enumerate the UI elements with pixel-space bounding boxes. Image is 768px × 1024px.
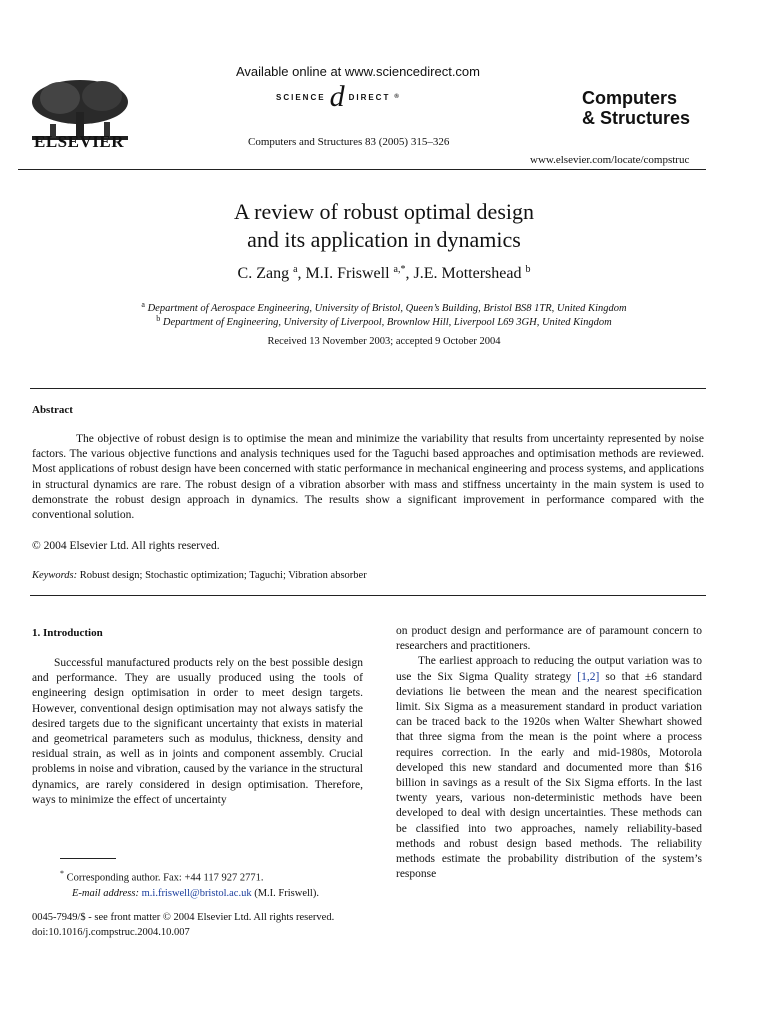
journal-url[interactable]: www.elsevier.com/locate/compstruc bbox=[530, 154, 690, 166]
journal-citation: Computers and Structures 83 (2005) 315–326 bbox=[248, 136, 450, 148]
footnote-mark: * bbox=[60, 869, 64, 878]
received-dates: Received 13 November 2003; accepted 9 October 2004 bbox=[267, 336, 501, 347]
header-rule bbox=[18, 169, 706, 170]
brand-line-2: & Structures bbox=[582, 108, 691, 128]
intro-left-column: Successful manufactured products rely on the best possible design and performance. They are usually produced using the tools of engineering design optimisation in order to meet design targets. However, conventional design optimisation may not always satisfy the desired targets due to the significant uncertainty that exists in material and geometrical parameters such as modulus, thickness, density and residual strain, as well as in joints and component assembly. Crucial problems in noise and vibration, caused by the variance in the structural dynamics, are rarely considered in design optimisation. Therefore, ways to minimize the effect of uncertainty bbox=[32, 657, 363, 806]
author-affil-mark: a,* bbox=[393, 264, 406, 275]
intro-right-column bbox=[396, 624, 702, 882]
affiliation-a bbox=[0, 300, 768, 314]
footnote-line-2 bbox=[60, 886, 380, 901]
affil-text: Department of Aerospace Engineering, University of Bristol, Queen’s Building, Bristol BS8 1TR, United Kingdom bbox=[147, 303, 627, 314]
email-link[interactable]: m.i.friswell@bristol.ac.uk bbox=[141, 887, 252, 899]
keywords-text: Robust design; Stochastic optimization; Taguchi; Vibration absorber bbox=[77, 570, 367, 581]
issn-line: 0045-7949/$ - see front matter © 2004 Elsevier Ltd. All rights reserved. bbox=[32, 912, 335, 923]
sd-left: SCIENCE bbox=[276, 92, 326, 102]
affil-mark: a bbox=[141, 300, 145, 309]
keywords-label: Keywords: bbox=[32, 570, 78, 581]
author-name: C. Zang bbox=[237, 265, 290, 282]
author-affil-mark: b bbox=[525, 264, 531, 275]
author-list bbox=[0, 264, 768, 283]
affil-mark: b bbox=[156, 314, 161, 323]
author-name: J.E. Mottershead bbox=[413, 265, 522, 282]
sciencedirect-logo bbox=[276, 82, 401, 112]
sd-registered-icon: ® bbox=[394, 94, 401, 100]
right-paragraph-1: on product design and performance are of paramount concern to researchers and practitioners. bbox=[396, 625, 702, 653]
author-sep: , bbox=[297, 265, 306, 282]
footnote-line-1 bbox=[60, 866, 380, 886]
doi-line[interactable]: doi:10.1016/j.compstruc.2004.10.007 bbox=[32, 927, 190, 938]
abstract-heading: Abstract bbox=[32, 404, 73, 416]
p2-text-b: so that ±6 standard deviations lie between the mean and the nearest specification limit. Six Sigma as a measurement standard in product variation can be traced back to the 1920s when Walter Shewhart showed that three sigma from the mean is the point where a process requires correction. In the early and mid-1980s, Motorola developed this new standard and documented more than $16 billion in savings as a result of the Six Sigma efforts. In the last twenty years, various non-deterministic methods have been developed to deal with design uncertainties. These methods can be classified into two approaches, namely reliability-based methods and robust design based methods. The reliability methods estimate the probability distribution of the system’s response bbox=[396, 670, 702, 881]
citation-link[interactable]: [1,2] bbox=[577, 670, 600, 683]
affil-text: Department of Engineering, University of Liverpool, Brownlow Hill, Liverpool L69 3GH, United Kingdom bbox=[162, 317, 612, 328]
abstract-body: The objective of robust design is to optimise the mean and minimize the variability that results from uncertainty represented by noise factors. The various objective functions and analysis techniques used for the Taguchi based approaches and optimisation methods are reviewed. Most applications of robust design have been concerned with static performance in mechanical engineering and process systems, and applications in structural dynamics are rare. The robust design of a vibration absorber with mass and stiffness uncertainty in the main system is used to demonstrate the robust design approach in dynamics. The results show a significant improvement in performance compared with the conventional solution. bbox=[32, 433, 704, 522]
abstract-rule bbox=[30, 388, 706, 389]
sd-right: DIRECT bbox=[348, 92, 391, 102]
available-online: Available online at www.sciencedirect.com bbox=[236, 64, 480, 79]
email-label: E-mail address: bbox=[72, 887, 139, 899]
author-name: M.I. Friswell bbox=[305, 265, 390, 282]
abstract-copyright: © 2004 Elsevier Ltd. All rights reserved. bbox=[32, 540, 220, 552]
author-affil-mark: a bbox=[293, 264, 298, 275]
footnote-text: Corresponding author. Fax: +44 117 927 2771. bbox=[64, 872, 264, 884]
affiliation-b bbox=[0, 314, 768, 328]
sd-d-icon: d bbox=[329, 80, 345, 113]
paper-title bbox=[0, 198, 768, 254]
keywords bbox=[32, 570, 367, 581]
keywords-rule bbox=[30, 595, 706, 596]
author-sep: , bbox=[405, 265, 414, 282]
title-line-1: A review of robust optimal design bbox=[233, 199, 534, 224]
footnote bbox=[60, 866, 380, 901]
right-paragraph-2 bbox=[396, 654, 702, 882]
section-heading: 1. Introduction bbox=[32, 627, 103, 639]
p2-text-a: The earliest approach to reducing the output variation was to use the Six Sigma Quality strategy bbox=[396, 655, 702, 683]
title-line-2: and its application in dynamics bbox=[247, 227, 521, 252]
email-suffix: (M.I. Friswell). bbox=[251, 887, 319, 899]
publisher-name: ELSEVIER bbox=[34, 132, 124, 151]
journal-brand bbox=[582, 88, 690, 128]
footnote-rule bbox=[60, 858, 116, 859]
front-matter bbox=[32, 910, 334, 940]
brand-line-1: Computers bbox=[582, 88, 678, 108]
